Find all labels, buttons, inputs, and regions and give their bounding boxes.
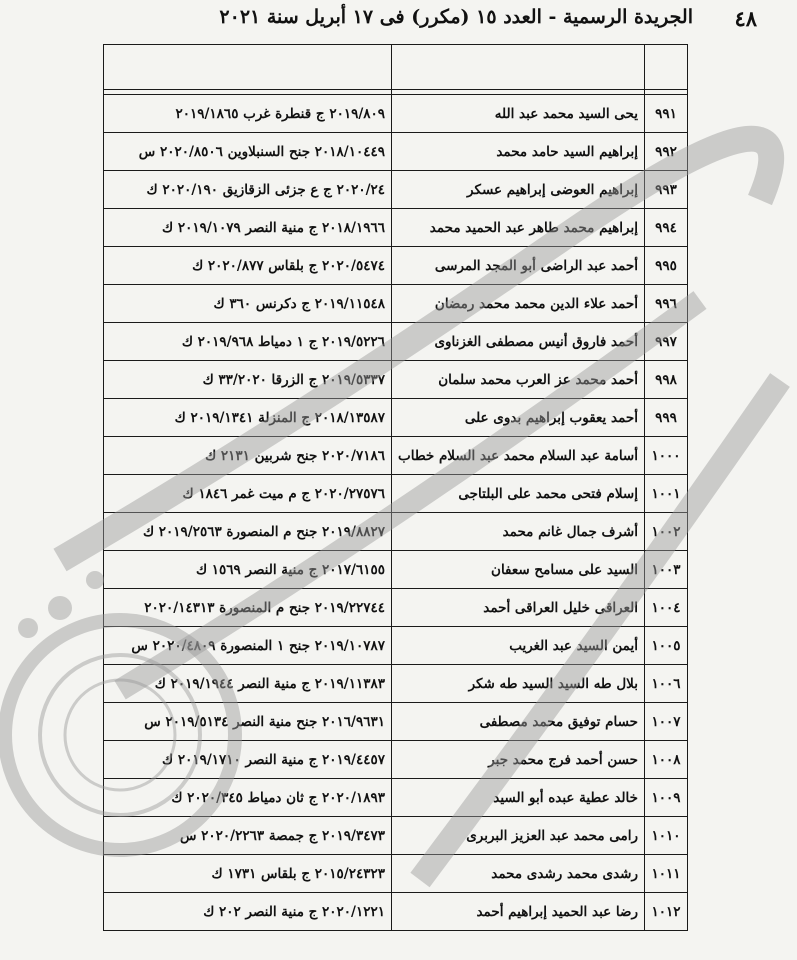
row-case-reference: ٢٠١٦/٩٦٣١ جنح منية النصر ٢٠١٩/٥١٣٤ س	[104, 703, 392, 741]
table-row	[104, 855, 688, 893]
header-cell-name	[392, 45, 645, 90]
table-row	[104, 437, 688, 475]
row-name: إبراهيم محمد طاهر عبد الحميد محمد	[392, 209, 645, 247]
row-case-reference: ٢٠٢٠/١٨٩٣ ج ثان دمياط ٢٠٢٠/٣٤٥ ك	[104, 779, 392, 817]
table-row	[104, 399, 688, 437]
row-name: أحمد علاء الدين محمد محمد رمضان	[392, 285, 645, 323]
header-cell-case	[104, 45, 392, 90]
table-row	[104, 817, 688, 855]
table-row	[104, 323, 688, 361]
row-number: ١٠٠٠	[645, 437, 688, 475]
row-number: ٩٩٥	[645, 247, 688, 285]
row-name: حسام توفيق محمد مصطفى	[392, 703, 645, 741]
table-row	[104, 209, 688, 247]
row-name: رضا عبد الحميد إبراهيم أحمد	[392, 893, 645, 931]
row-case-reference: ٢٠٢٠/٢٧٥٧٦ ج م ميت غمر ١٨٤٦ ك	[104, 475, 392, 513]
row-case-reference: ٢٠١٩/١١٣٨٣ ج منية النصر ٢٠١٩/١٩٤٤ ك	[104, 665, 392, 703]
table-row	[104, 475, 688, 513]
row-name: أحمد فاروق أنيس مصطفى الغزناوى	[392, 323, 645, 361]
row-case-reference: ٢٠٢٠/٧١٨٦ جنح شربين ٢١٣١ ك	[104, 437, 392, 475]
row-case-reference: ٢٠١٥/٢٤٣٢٣ ج بلقاس ١٧٣١ ك	[104, 855, 392, 893]
row-number: ١٠٠٧	[645, 703, 688, 741]
row-number: ٩٩٩	[645, 399, 688, 437]
row-number: ١٠٠٢	[645, 513, 688, 551]
row-case-reference: ٢٠١٩/١٠٧٨٧ جنح ١ المنصورة ٢٠٢٠/٤٨٠٩ س	[104, 627, 392, 665]
row-name: بلال طه السيد السيد طه شكر	[392, 665, 645, 703]
table-row	[104, 703, 688, 741]
row-name: العراقى خليل العراقى أحمد	[392, 589, 645, 627]
header-cell-number	[645, 45, 688, 90]
row-name: أحمد محمد عز العرب محمد سلمان	[392, 361, 645, 399]
table-row	[104, 247, 688, 285]
row-number: ١٠٠٥	[645, 627, 688, 665]
table-row	[104, 361, 688, 399]
row-name: إبراهيم العوضى إبراهيم عسكر	[392, 171, 645, 209]
row-number: ١٠٠٣	[645, 551, 688, 589]
row-number: ٩٩١	[645, 95, 688, 133]
row-case-reference: ٢٠١٨/١٩٦٦ ج منية النصر ٢٠١٩/١٠٧٩ ك	[104, 209, 392, 247]
row-name: أسامة عبد السلام محمد عبد السلام خطاب	[392, 437, 645, 475]
row-number: ١٠٠٦	[645, 665, 688, 703]
row-case-reference: ٢٠١٨/١٠٤٤٩ جنح السنبلاوين ٢٠٢٠/٨٥٠٦ س	[104, 133, 392, 171]
row-number: ٩٩٤	[645, 209, 688, 247]
records-table	[103, 44, 688, 931]
table-row	[104, 551, 688, 589]
row-case-reference: ٢٠١٩/٢٢٧٤٤ جنح م المنصورة ٢٠٢٠/١٤٣١٣	[104, 589, 392, 627]
table-row	[104, 171, 688, 209]
table-header-row	[104, 45, 688, 90]
row-case-reference: ٢٠٢٠/٢٤ ج ع جزئى الزقازيق ٢٠٢٠/١٩٠ ك	[104, 171, 392, 209]
row-case-reference: ٢٠١٩/٣٤٧٣ ج جمصة ٢٠٢٠/٢٢٦٣ س	[104, 817, 392, 855]
row-name: خالد عطية عبده أبو السيد	[392, 779, 645, 817]
row-case-reference: ٢٠١٨/١٣٥٨٧ ج المنزلة ٢٠١٩/١٣٤١ ك	[104, 399, 392, 437]
row-number: ١٠٠٨	[645, 741, 688, 779]
page-title: الجريدة الرسمية - العدد ١٥ (مكرر) فى ١٧ أبريل سنة ٢٠٢١	[219, 6, 693, 28]
row-case-reference: ٢٠١٧/٦١٥٥ ج منية النصر ١٥٦٩ ك	[104, 551, 392, 589]
row-name: إبراهيم السيد حامد محمد	[392, 133, 645, 171]
row-number: ٩٩٨	[645, 361, 688, 399]
table-row	[104, 285, 688, 323]
row-name: يحى السيد محمد عبد الله	[392, 95, 645, 133]
row-name: إسلام فتحى محمد على البلتاجى	[392, 475, 645, 513]
table-row	[104, 779, 688, 817]
row-number: ١٠١١	[645, 855, 688, 893]
table-row	[104, 513, 688, 551]
row-case-reference: ٢٠١٩/٥٢٢٦ ج ١ دمياط ٢٠١٩/٩٦٨ ك	[104, 323, 392, 361]
row-number: ١٠٠٩	[645, 779, 688, 817]
row-number: ٩٩٧	[645, 323, 688, 361]
row-case-reference: ٢٠١٩/١١٥٤٨ ج دكرنس ٣٦٠ ك	[104, 285, 392, 323]
page-number: ٤٨	[734, 6, 757, 31]
table-row	[104, 741, 688, 779]
row-name: رامى محمد عبد العزيز البربرى	[392, 817, 645, 855]
row-case-reference: ٢٠١٩/٨٠٩ ج قنطرة غرب ٢٠١٩/١٨٦٥	[104, 95, 392, 133]
row-number: ١٠٠٤	[645, 589, 688, 627]
row-case-reference: ٢٠٢٠/١٢٢١ ج منية النصر ٢٠٢ ك	[104, 893, 392, 931]
table-row	[104, 627, 688, 665]
row-case-reference: ٢٠١٩/٨٨٢٧ جنح م المنصورة ٢٠١٩/٢٥٦٣ ك	[104, 513, 392, 551]
row-name: السيد على مسامح سعفان	[392, 551, 645, 589]
row-number: ١٠١٠	[645, 817, 688, 855]
row-name: رشدى محمد رشدى محمد	[392, 855, 645, 893]
row-name: أشرف جمال غانم محمد	[392, 513, 645, 551]
row-name: حسن أحمد فرج محمد جبر	[392, 741, 645, 779]
row-name: أحمد عبد الراضى أبو المجد المرسى	[392, 247, 645, 285]
table-row	[104, 893, 688, 931]
table-row	[104, 95, 688, 133]
row-number: ٩٩٣	[645, 171, 688, 209]
table-row	[104, 589, 688, 627]
row-number: ٩٩٦	[645, 285, 688, 323]
row-number: ١٠١٢	[645, 893, 688, 931]
table-row	[104, 665, 688, 703]
row-name: أيمن السيد عبد الغريب	[392, 627, 645, 665]
row-case-reference: ٢٠١٩/٤٤٥٧ ج منية النصر ٢٠١٩/١٧١٠ ك	[104, 741, 392, 779]
row-number: ٩٩٢	[645, 133, 688, 171]
row-case-reference: ٢٠١٩/٥٣٣٧ ج الزرقا ٣٣/٢٠٢٠ ك	[104, 361, 392, 399]
row-case-reference: ٢٠٢٠/٥٤٧٤ ج بلقاس ٢٠٢٠/٨٧٧ ك	[104, 247, 392, 285]
row-number: ١٠٠١	[645, 475, 688, 513]
page-header	[0, 0, 797, 42]
row-name: أحمد يعقوب إبراهيم بدوى على	[392, 399, 645, 437]
table-row	[104, 133, 688, 171]
